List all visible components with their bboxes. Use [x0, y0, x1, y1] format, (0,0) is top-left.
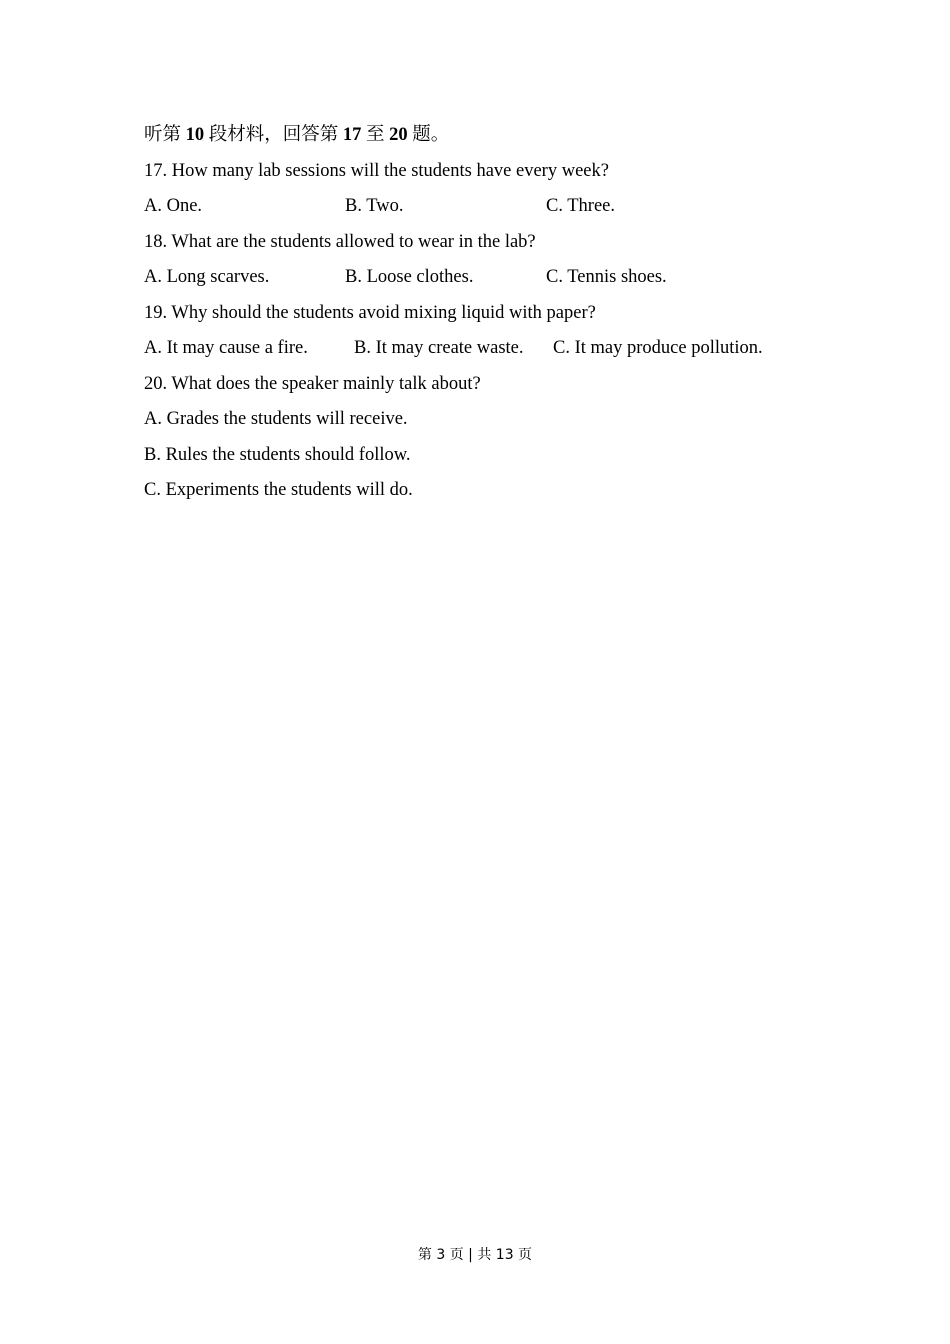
question-20-option-a: A. Grades the students will receive.	[144, 409, 408, 429]
question-20-stem: 20. What does the speaker mainly talk about?	[144, 373, 481, 394]
question-19-stem: 19. Why should the students avoid mixing liquid with paper?	[144, 302, 596, 323]
question-18-option-b: B. Loose clothes.	[345, 267, 474, 287]
question-start-number: 17	[342, 125, 362, 145]
question-18-option-c: C. Tennis shoes.	[546, 267, 667, 287]
page-footer: 第 3 页 | 共 13 页	[417, 1247, 533, 1263]
instruction-text-3: 至	[361, 125, 390, 145]
question-20-option-c: C. Experiments the students will do.	[144, 480, 413, 500]
section-instruction	[144, 121, 844, 157]
question-17-stem: 17. How many lab sessions will the students have every week?	[144, 160, 609, 181]
question-17-option-c: C. Three.	[546, 196, 616, 216]
question-end-number: 20	[389, 125, 408, 145]
question-18-options	[144, 263, 844, 299]
question-17-option-a: A. One.	[144, 196, 203, 216]
question-19-option-b: B. It may create waste.	[354, 338, 524, 358]
page-content	[144, 121, 844, 512]
instruction-text-4: 题。	[407, 125, 450, 145]
question-18-option-a: A. Long scarves.	[144, 267, 270, 287]
instruction-text-1: 听第	[144, 125, 186, 145]
question-18-stem: 18. What are the students allowed to wear in the lab?	[144, 231, 536, 252]
question-17-option-b: B. Two.	[345, 196, 404, 216]
instruction-text-2: 段材料，回答第	[204, 125, 343, 145]
question-20-option-b: B. Rules the students should follow.	[144, 444, 411, 465]
segment-number: 10	[185, 125, 205, 145]
question-17-options	[144, 192, 844, 228]
question-19-option-a: A. It may cause a fire.	[144, 338, 308, 358]
question-19-option-c: C. It may produce pollution.	[553, 338, 763, 358]
question-19-options	[144, 334, 844, 370]
